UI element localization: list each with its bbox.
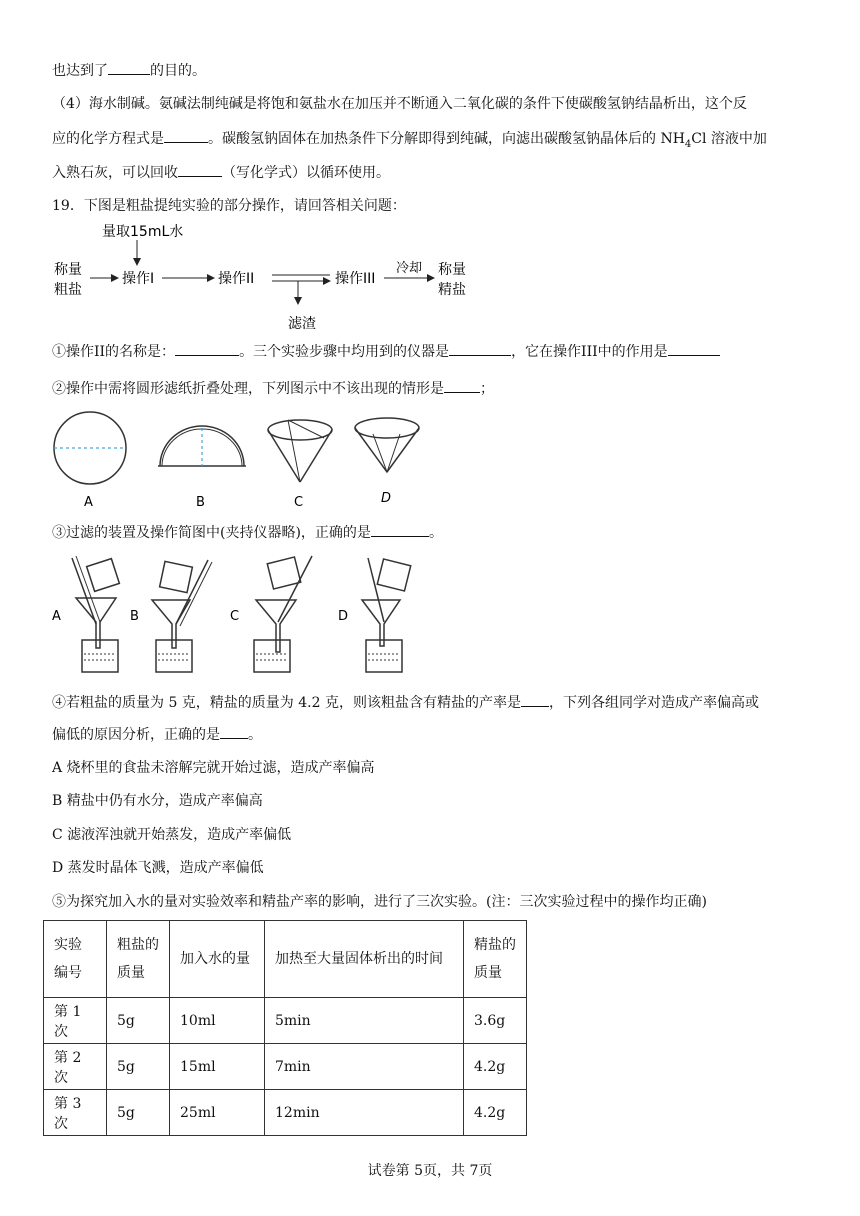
question-19-title <box>52 196 406 216</box>
page-footer: 试卷第 5页，共 7页 <box>367 1163 493 1179</box>
flow-diagram <box>50 222 490 334</box>
paper-cone-d <box>355 418 419 438</box>
table-row <box>44 1044 527 1090</box>
table-cell: 第 1 次 <box>44 998 107 1044</box>
subq-2 <box>52 378 494 399</box>
filtration-figure <box>48 552 428 680</box>
table-cell: 5min <box>265 998 464 1044</box>
filter-label-c: C <box>230 609 240 624</box>
header-cell: 加入水的量 <box>170 921 265 998</box>
text: ⑤为探究加入水的量对实验效率和精盐产率的影响，进行了三次实验。(注：三次实验过程中的操作均正确) <box>52 894 707 910</box>
text: ②操作中需将圆形滤纸折叠处理，下列图示中不该出现的情形是 <box>52 381 444 397</box>
op3-label: 操作III <box>335 271 376 287</box>
table-cell: 7min <box>265 1044 464 1090</box>
paper-label-c: C <box>294 495 304 510</box>
filter-paper-figure <box>48 408 448 512</box>
paper-label-d: D <box>381 491 392 506</box>
weigh-fine-label: 称量 <box>438 262 466 278</box>
op1-label: 操作I <box>122 271 155 287</box>
paper-label-b: B <box>196 495 205 510</box>
option-a[interactable] <box>52 758 375 778</box>
cool-label: 冷却 <box>396 261 423 276</box>
text: D 蒸发时晶体飞溅，造成产率偏低 <box>52 860 264 876</box>
filtration-b <box>152 560 212 672</box>
answer-blank[interactable] <box>220 724 248 739</box>
table-cell: 3.6g <box>464 998 527 1044</box>
subq-1 <box>52 341 720 362</box>
answer-blank[interactable] <box>178 162 222 177</box>
text: Cl 溶液中加 <box>691 131 767 147</box>
water-label: 量取15mL水 <box>102 224 184 240</box>
text: 19．下图是粗盐提纯实验的部分操作，请回答相关问题： <box>52 198 406 214</box>
q4-line-3 <box>52 162 390 183</box>
option-c[interactable] <box>52 825 291 845</box>
table-header-row <box>44 921 527 998</box>
text: （写化学式）以循环使用。 <box>222 165 390 181</box>
residue-label: 滤渣 <box>288 316 316 332</box>
text: （4）海水制碱。氨碱法制纯碱是将饱和氨盐水在加压并不断通入二氧化碳的条件下使碳酸氢钠结晶析出，这个反 <box>52 96 747 112</box>
filtration-d <box>362 558 411 672</box>
text: ①操作II的名称是： <box>52 344 176 360</box>
weigh-crude-label: 称量 <box>54 262 82 278</box>
header-cell: 精盐的 质量 <box>464 921 527 998</box>
table-cell: 第 2 次 <box>44 1044 107 1090</box>
filtration-c <box>254 556 312 672</box>
table-row <box>44 998 527 1044</box>
text: C 滤液浑浊就开始蒸发，造成产率偏低 <box>52 827 292 843</box>
option-b[interactable] <box>52 791 263 811</box>
text: 。 <box>248 727 262 743</box>
table-cell: 第 3 次 <box>44 1090 107 1136</box>
answer-blank[interactable] <box>444 378 480 393</box>
table-cell: 25ml <box>170 1090 265 1136</box>
table-row <box>44 1090 527 1136</box>
table-cell: 5g <box>107 998 170 1044</box>
answer-blank[interactable] <box>668 341 720 356</box>
option-d[interactable] <box>52 858 264 878</box>
answer-blank[interactable] <box>371 522 429 537</box>
filter-label-b: B <box>130 609 139 624</box>
header-cell: 粗盐的 质量 <box>107 921 170 998</box>
text: ③过滤的装置及操作简图中(夹持仪器略)，正确的是 <box>52 525 371 541</box>
op2-label: 操作II <box>218 271 255 287</box>
text: 也达到了 <box>52 63 108 79</box>
subq-4 <box>52 692 759 713</box>
subscript: 4 <box>684 138 692 150</box>
table-cell: 15ml <box>170 1044 265 1090</box>
subq-3 <box>52 522 443 543</box>
text: A 烧杯里的食盐未溶解完就开始过滤，造成产率偏高 <box>52 760 375 776</box>
table-cell: 10ml <box>170 998 265 1044</box>
text: B 精盐中仍有水分，造成产率偏高 <box>52 793 263 809</box>
answer-blank[interactable] <box>521 692 549 707</box>
text: 。三个实验步骤中均用到的仪器是 <box>239 344 450 360</box>
filter-label-a: A <box>52 609 61 624</box>
experiment-table <box>43 920 527 1136</box>
text: 入熟石灰，可以回收 <box>52 165 178 181</box>
filtration-a <box>72 556 119 672</box>
header-cell: 加热至大量固体析出的时间 <box>265 921 464 998</box>
text: ，下列各组同学对造成产率偏高或 <box>548 695 759 711</box>
text: 。 <box>428 525 443 541</box>
table-cell: 12min <box>265 1090 464 1136</box>
answer-blank[interactable] <box>164 128 208 143</box>
filter-label-d: D <box>338 609 349 624</box>
text: ； <box>480 381 494 397</box>
table-cell: 5g <box>107 1044 170 1090</box>
q4-line-2 <box>52 128 767 155</box>
weigh-crude-label-2: 粗盐 <box>54 282 82 298</box>
text: 的目的。 <box>150 63 206 79</box>
continued-line <box>52 60 206 81</box>
text: 偏低的原因分析，正确的是 <box>52 727 220 743</box>
text: ，它在操作III中的作用是 <box>511 344 668 360</box>
weigh-fine-label-2: 精盐 <box>438 282 466 298</box>
table-cell: 4.2g <box>464 1044 527 1090</box>
answer-blank[interactable] <box>449 341 511 356</box>
text: 应的化学方程式是 <box>52 131 164 147</box>
table-cell: 4.2g <box>464 1090 527 1136</box>
subq-4-cont <box>52 724 262 745</box>
answer-blank[interactable] <box>108 60 150 75</box>
table-cell: 5g <box>107 1090 170 1136</box>
q4-line-1 <box>52 94 747 114</box>
text: ④若粗盐的质量为 5 克，精盐的质量为 4.2 克，则该粗盐含有精盐的产率是 <box>52 695 521 711</box>
header-cell: 实验 编号 <box>44 921 107 998</box>
answer-blank[interactable] <box>175 341 239 356</box>
text: 。碳酸氢钠固体在加热条件下分解即得到纯碱，向滤出碳酸氢钠晶体后的 NH <box>208 131 685 147</box>
subq-5 <box>52 892 707 912</box>
paper-label-a: A <box>84 495 93 510</box>
